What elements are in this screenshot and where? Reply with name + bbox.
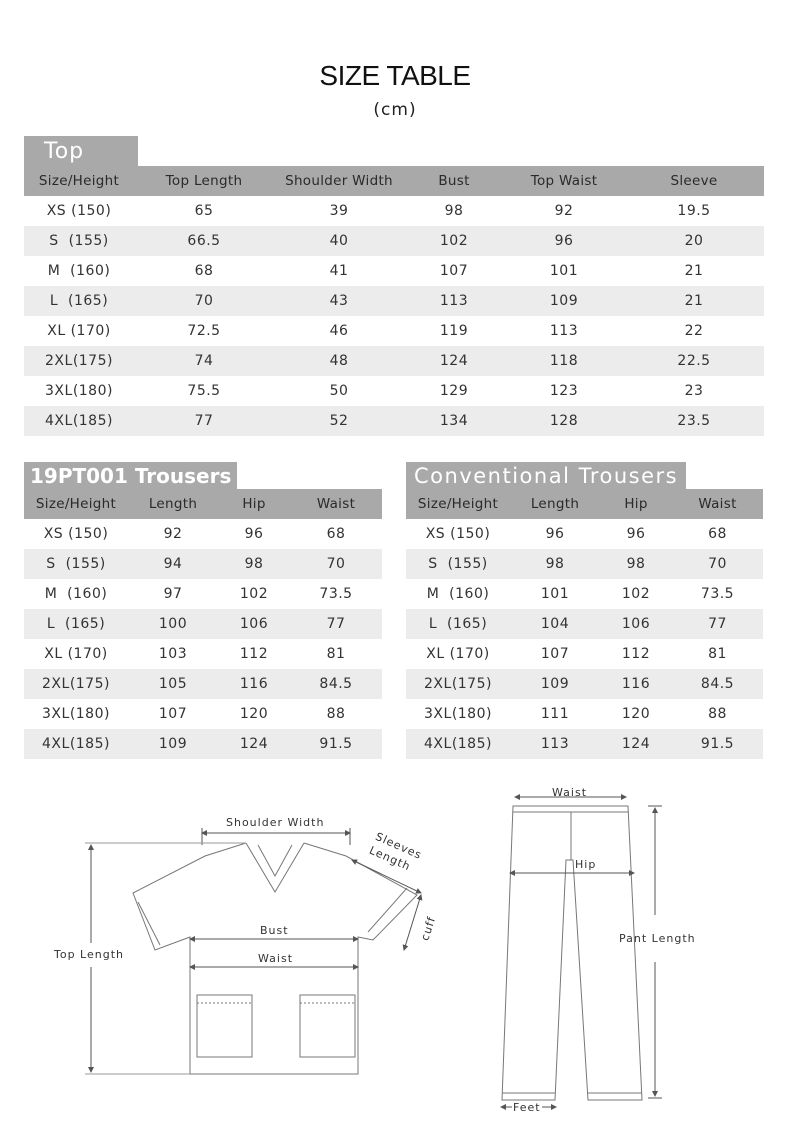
value-cell: 43 <box>274 286 404 316</box>
table-row <box>406 639 763 669</box>
value-cell: 102 <box>404 226 504 256</box>
page-title: SIZE TABLE <box>319 60 471 91</box>
value-cell: 107 <box>540 646 570 662</box>
trousers-measure-lines <box>501 797 662 1107</box>
value-cell: 77 <box>290 609 382 639</box>
value-cell: 81 <box>326 646 346 662</box>
value-cell: 107 <box>158 706 188 722</box>
size-cell: 4XL(185) <box>24 406 134 436</box>
value-cell: 75.5 <box>187 383 221 399</box>
value-cell: 101 <box>540 586 570 602</box>
sleeves-length-label: Sleeves Length <box>367 829 425 874</box>
value-cell: 101 <box>549 263 579 279</box>
value-cell: 113 <box>510 729 600 759</box>
table-row <box>24 519 382 549</box>
value-cell: 48 <box>274 346 404 376</box>
value-cell: 88 <box>708 706 727 722</box>
value-cell: 119 <box>439 323 469 339</box>
value-cell: 84.5 <box>672 669 763 699</box>
value-cell: 98 <box>218 549 290 579</box>
value-cell: 73.5 <box>319 586 353 602</box>
value-cell: 41 <box>329 263 349 279</box>
table-row <box>24 346 764 376</box>
value-cell: 94 <box>128 549 218 579</box>
table-row <box>406 519 763 549</box>
trousers-outline <box>502 806 642 1100</box>
table-row <box>24 196 764 226</box>
value-cell: 92 <box>163 526 183 542</box>
value-cell: 120 <box>621 706 651 722</box>
value-cell: 96 <box>626 526 646 542</box>
value-cell: 23.5 <box>624 406 764 436</box>
table-row <box>24 376 764 406</box>
table-row <box>24 669 382 699</box>
value-cell: 112 <box>621 646 651 662</box>
column-header: Size/Height <box>24 166 134 196</box>
table-header-row <box>24 166 764 196</box>
value-cell: 22.5 <box>624 346 764 376</box>
value-cell: 68 <box>326 526 346 542</box>
column-header: Length <box>510 489 600 519</box>
size-cell: 3XL(180) <box>42 706 110 722</box>
hip-label: Hip <box>575 858 597 871</box>
value-cell: 22 <box>684 323 704 339</box>
column-header: Top Waist <box>504 166 624 196</box>
trousers-19pt001-table <box>24 489 382 759</box>
value-cell: 116 <box>218 669 290 699</box>
value-cell: 105 <box>128 669 218 699</box>
column-header: Length <box>128 489 218 519</box>
value-cell: 72.5 <box>187 323 221 339</box>
table-row <box>24 549 382 579</box>
pant-length-label: Pant Length <box>619 932 696 945</box>
size-cell: L (165) <box>406 609 510 639</box>
value-cell: 23 <box>684 383 704 399</box>
value-cell: 74 <box>134 346 274 376</box>
trousers-19pt001-tab: 19PT001 Trousers <box>24 462 237 490</box>
value-cell: 91.5 <box>290 729 382 759</box>
value-cell: 98 <box>600 549 672 579</box>
table-row <box>406 729 763 759</box>
top-table-tab: Top <box>24 136 138 168</box>
value-cell: 128 <box>504 406 624 436</box>
value-cell: 111 <box>540 706 570 722</box>
value-cell: 68 <box>194 263 214 279</box>
size-cell: 4XL(185) <box>24 729 128 759</box>
value-cell: 77 <box>672 609 763 639</box>
value-cell: 120 <box>239 706 269 722</box>
value-cell: 88 <box>326 706 346 722</box>
value-cell: 92 <box>554 203 574 219</box>
table-row <box>24 729 382 759</box>
size-cell: L (165) <box>24 609 128 639</box>
top-length-label: Top Length <box>54 948 125 961</box>
table-row <box>406 549 763 579</box>
size-cell: XL (170) <box>426 646 490 662</box>
size-cell: 3XL(180) <box>424 706 492 722</box>
column-header: Size/Height <box>24 489 128 519</box>
unit-label: (cm) <box>373 100 417 120</box>
value-cell: 77 <box>134 406 274 436</box>
table-row <box>24 406 764 436</box>
size-cell: S (155) <box>406 549 510 579</box>
column-header: Hip <box>600 489 672 519</box>
size-cell: 3XL(180) <box>45 383 113 399</box>
value-cell: 106 <box>218 609 290 639</box>
value-cell: 129 <box>439 383 469 399</box>
value-cell: 124 <box>218 729 290 759</box>
size-cell: 4XL(185) <box>406 729 510 759</box>
size-cell: 2XL(175) <box>406 669 510 699</box>
value-cell: 19.5 <box>677 203 711 219</box>
value-cell: 39 <box>329 203 349 219</box>
value-cell: 70 <box>672 549 763 579</box>
value-cell: 134 <box>404 406 504 436</box>
value-cell: 73.5 <box>700 586 735 602</box>
value-cell: 123 <box>549 383 579 399</box>
shoulder-width-label: Shoulder Width <box>226 816 325 829</box>
feet-label: Feet <box>513 1101 541 1114</box>
size-cell: S (155) <box>24 549 128 579</box>
value-cell: 96 <box>244 526 264 542</box>
table-row <box>406 579 763 609</box>
table-row <box>24 609 382 639</box>
value-cell: 21 <box>624 286 764 316</box>
value-cell: 52 <box>274 406 404 436</box>
table-row <box>24 639 382 669</box>
waist-label: Waist <box>258 952 294 965</box>
table-row <box>24 286 764 316</box>
column-header: Shoulder Width <box>274 166 404 196</box>
top-size-table <box>24 166 764 436</box>
table-row <box>406 609 763 639</box>
column-header: Top Length <box>134 166 274 196</box>
value-cell: 113 <box>549 323 579 339</box>
value-cell: 98 <box>444 203 464 219</box>
size-cell: 2XL(175) <box>24 669 128 699</box>
column-header: Sleeve <box>624 166 764 196</box>
pant-waist-label: Waist <box>552 786 588 799</box>
table-row <box>24 316 764 346</box>
size-cell: M (160) <box>426 586 490 602</box>
column-header: Waist <box>290 489 382 519</box>
table-header-row <box>24 489 382 519</box>
value-cell: 112 <box>239 646 269 662</box>
size-cell: L (165) <box>24 286 134 316</box>
value-cell: 124 <box>404 346 504 376</box>
value-cell: 66.5 <box>134 226 274 256</box>
value-cell: 103 <box>158 646 188 662</box>
value-cell: 100 <box>128 609 218 639</box>
size-cell: S (155) <box>24 226 134 256</box>
value-cell: 109 <box>128 729 218 759</box>
value-cell: 104 <box>510 609 600 639</box>
trousers-conventional-table <box>406 489 763 759</box>
value-cell: 107 <box>439 263 469 279</box>
size-cell: M (160) <box>47 263 111 279</box>
value-cell: 98 <box>510 549 600 579</box>
value-cell: 109 <box>510 669 600 699</box>
column-header: Bust <box>404 166 504 196</box>
value-cell: 96 <box>545 526 565 542</box>
value-cell: 65 <box>194 203 214 219</box>
table-row <box>24 226 764 256</box>
trousers-conventional-tab: Conventional Trousers <box>406 462 686 490</box>
column-header: Size/Height <box>406 489 510 519</box>
value-cell: 91.5 <box>672 729 763 759</box>
size-cell: M (160) <box>44 586 108 602</box>
table-row <box>406 699 763 729</box>
value-cell: 20 <box>624 226 764 256</box>
value-cell: 109 <box>504 286 624 316</box>
size-cell: XL (170) <box>44 646 108 662</box>
size-cell: XS (150) <box>46 203 112 219</box>
value-cell: 96 <box>504 226 624 256</box>
value-cell: 116 <box>600 669 672 699</box>
value-cell: 102 <box>621 586 651 602</box>
value-cell: 50 <box>329 383 349 399</box>
column-header: Hip <box>218 489 290 519</box>
size-cell: 2XL(175) <box>24 346 134 376</box>
value-cell: 81 <box>708 646 727 662</box>
table-header-row <box>406 489 763 519</box>
value-cell: 118 <box>504 346 624 376</box>
size-cell: XL (170) <box>47 323 111 339</box>
value-cell: 102 <box>239 586 269 602</box>
value-cell: 21 <box>684 263 704 279</box>
top-measure-lines <box>85 828 421 1074</box>
table-row <box>406 669 763 699</box>
bust-label: Bust <box>260 924 289 937</box>
table-row <box>24 579 382 609</box>
value-cell: 97 <box>163 586 183 602</box>
table-row <box>24 256 764 286</box>
value-cell: 68 <box>708 526 727 542</box>
value-cell: 106 <box>600 609 672 639</box>
value-cell: 46 <box>329 323 349 339</box>
size-cell: XS (150) <box>43 526 109 542</box>
value-cell: 40 <box>274 226 404 256</box>
value-cell: 113 <box>404 286 504 316</box>
cuff-label: cuff <box>418 914 439 943</box>
value-cell: 70 <box>134 286 274 316</box>
column-header: Waist <box>672 489 763 519</box>
table-row <box>24 699 382 729</box>
value-cell: 84.5 <box>290 669 382 699</box>
size-cell: XS (150) <box>425 526 491 542</box>
value-cell: 124 <box>600 729 672 759</box>
value-cell: 70 <box>290 549 382 579</box>
